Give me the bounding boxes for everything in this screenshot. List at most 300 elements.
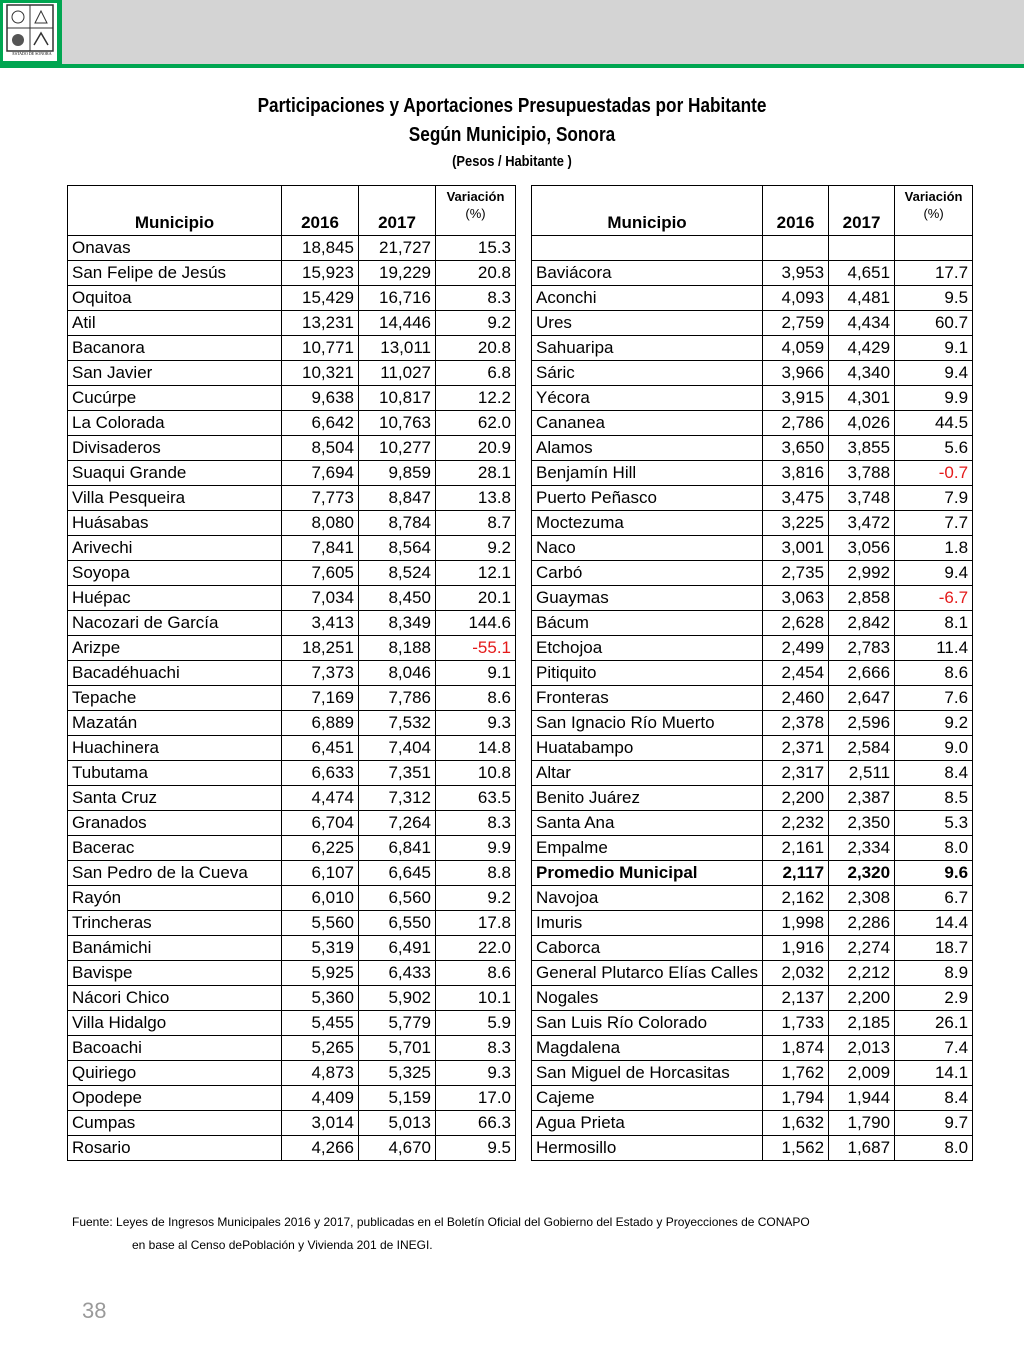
cell-2017: 19,229 <box>359 261 436 286</box>
cell-2017: 8,188 <box>359 636 436 661</box>
cell-variacion: 13.8 <box>436 486 516 511</box>
cell-municipio: Cajeme <box>532 1086 763 1111</box>
cell-2016: 5,360 <box>282 986 359 1011</box>
top-bar <box>0 0 1024 64</box>
cell-variacion: 8.4 <box>895 761 973 786</box>
cell-2016: 3,225 <box>763 511 829 536</box>
cell-municipio: Cananea <box>532 411 763 436</box>
cell-2017: 8,564 <box>359 536 436 561</box>
table-row <box>532 1036 973 1061</box>
cell-2016: 6,704 <box>282 811 359 836</box>
cell-municipio: Bacoachi <box>68 1036 282 1061</box>
cell-municipio: Banámichi <box>68 936 282 961</box>
cell-2016: 13,231 <box>282 311 359 336</box>
cell-2016: 2,735 <box>763 561 829 586</box>
table-row <box>68 361 516 386</box>
cell-2017: 7,351 <box>359 761 436 786</box>
cell-municipio: Santa Cruz <box>68 786 282 811</box>
table-row <box>532 436 973 461</box>
cell-municipio: Navojoa <box>532 886 763 911</box>
table-row <box>68 286 516 311</box>
table-row <box>532 286 973 311</box>
cell-variacion: 8.6 <box>895 661 973 686</box>
units-label: (Pesos / Habitante ) <box>452 153 572 170</box>
cell-variacion: 5.6 <box>895 436 973 461</box>
coat-of-arms-icon <box>3 3 57 61</box>
cell-municipio: Pitiquito <box>532 661 763 686</box>
table-row <box>532 561 973 586</box>
table-row <box>68 261 516 286</box>
cell-municipio: Mazatán <box>68 711 282 736</box>
table-row <box>68 711 516 736</box>
cell-municipio: Soyopa <box>68 561 282 586</box>
cell-2017: 1,687 <box>829 1136 895 1161</box>
table-row <box>532 886 973 911</box>
cell-municipio: Villa Pesqueira <box>68 486 282 511</box>
table-row <box>68 611 516 636</box>
table-row <box>68 661 516 686</box>
cell-variacion: 2.9 <box>895 986 973 1011</box>
cell-municipio: Alamos <box>532 436 763 461</box>
cell-variacion: 7.7 <box>895 511 973 536</box>
cell-municipio: Huásabas <box>68 511 282 536</box>
cell-variacion: 18.7 <box>895 936 973 961</box>
cell-2017: 3,056 <box>829 536 895 561</box>
cell-2016: 7,605 <box>282 561 359 586</box>
cell-variacion: 17.0 <box>436 1086 516 1111</box>
cell-municipio: Granados <box>68 811 282 836</box>
cell-municipio: Opodepe <box>68 1086 282 1111</box>
cell-2016: 3,063 <box>763 586 829 611</box>
cell-variacion: 60.7 <box>895 311 973 336</box>
cell-variacion: 8.0 <box>895 1136 973 1161</box>
cell-2017: 5,325 <box>359 1061 436 1086</box>
table-row <box>68 436 516 461</box>
cell-municipio: San Javier <box>68 361 282 386</box>
cell-2017: 11,027 <box>359 361 436 386</box>
cell-variacion: 9.9 <box>436 836 516 861</box>
cell-municipio: San Felipe de Jesús <box>68 261 282 286</box>
cell-2016: 2,161 <box>763 836 829 861</box>
cell-variacion: 17.7 <box>895 261 973 286</box>
cell-2017: 2,320 <box>829 861 895 886</box>
table-row <box>68 736 516 761</box>
table-row <box>532 736 973 761</box>
table-row <box>68 386 516 411</box>
table-row <box>68 561 516 586</box>
cell-variacion: 8.0 <box>895 836 973 861</box>
cell-2016: 2,117 <box>763 861 829 886</box>
table-row <box>532 1136 973 1161</box>
table-row <box>532 661 973 686</box>
cell-2017: 2,596 <box>829 711 895 736</box>
table-row <box>532 336 973 361</box>
cell-2017 <box>829 236 895 261</box>
cell-municipio: La Colorada <box>68 411 282 436</box>
cell-2017: 2,013 <box>829 1036 895 1061</box>
cell-2017: 4,434 <box>829 311 895 336</box>
cell-2017: 2,308 <box>829 886 895 911</box>
cell-municipio: Agua Prieta <box>532 1111 763 1136</box>
cell-municipio: Hermosillo <box>532 1136 763 1161</box>
table-row <box>532 536 973 561</box>
cell-2016: 6,107 <box>282 861 359 886</box>
cell-2016: 10,321 <box>282 361 359 386</box>
table-row <box>532 411 973 436</box>
cell-variacion: -0.7 <box>895 461 973 486</box>
cell-municipio: Tepache <box>68 686 282 711</box>
cell-municipio: San Pedro de la Cueva <box>68 861 282 886</box>
cell-2017: 3,855 <box>829 436 895 461</box>
cell-variacion: 9.3 <box>436 711 516 736</box>
cell-2017: 10,817 <box>359 386 436 411</box>
cell-2016: 4,059 <box>763 336 829 361</box>
cell-municipio: Fronteras <box>532 686 763 711</box>
table-row <box>68 811 516 836</box>
cell-variacion: 8.8 <box>436 861 516 886</box>
cell-2016: 2,378 <box>763 711 829 736</box>
cell-2016: 6,451 <box>282 736 359 761</box>
cell-2016: 6,642 <box>282 411 359 436</box>
table-row <box>68 461 516 486</box>
cell-municipio: Villa Hidalgo <box>68 1011 282 1036</box>
cell-2016: 5,925 <box>282 961 359 986</box>
cell-municipio: Sahuaripa <box>532 336 763 361</box>
col-variacion-unit: (%) <box>465 206 486 221</box>
cell-municipio: Arizpe <box>68 636 282 661</box>
cell-variacion: 9.0 <box>895 736 973 761</box>
cell-2016: 7,034 <box>282 586 359 611</box>
cell-2017: 7,264 <box>359 811 436 836</box>
table-row <box>68 411 516 436</box>
cell-variacion: 62.0 <box>436 411 516 436</box>
cell-2016: 4,474 <box>282 786 359 811</box>
cell-municipio: Bacerac <box>68 836 282 861</box>
cell-2017: 2,783 <box>829 636 895 661</box>
table-header-row <box>68 186 516 236</box>
cell-variacion: 28.1 <box>436 461 516 486</box>
cell-2017: 5,159 <box>359 1086 436 1111</box>
cell-2017: 6,645 <box>359 861 436 886</box>
cell-municipio: Bacanora <box>68 336 282 361</box>
cell-2016: 3,413 <box>282 611 359 636</box>
cell-2016: 2,317 <box>763 761 829 786</box>
cell-municipio: Divisaderos <box>68 436 282 461</box>
cell-variacion: 9.4 <box>895 561 973 586</box>
cell-municipio: Carbó <box>532 561 763 586</box>
cell-variacion: 9.5 <box>436 1136 516 1161</box>
table-right-body <box>532 236 973 1161</box>
cell-municipio: Nacozari de García <box>68 611 282 636</box>
cell-2016: 10,771 <box>282 336 359 361</box>
cell-2017: 3,788 <box>829 461 895 486</box>
cell-variacion: 63.5 <box>436 786 516 811</box>
cell-variacion: 9.6 <box>895 861 973 886</box>
cell-2017: 6,841 <box>359 836 436 861</box>
cell-2017: 8,847 <box>359 486 436 511</box>
table-row <box>68 761 516 786</box>
cell-2016: 6,225 <box>282 836 359 861</box>
cell-2016: 3,816 <box>763 461 829 486</box>
table-row <box>532 486 973 511</box>
cell-2017: 6,550 <box>359 911 436 936</box>
table-row <box>532 811 973 836</box>
cell-2016: 18,251 <box>282 636 359 661</box>
cell-2017: 7,404 <box>359 736 436 761</box>
col-municipio: Municipio <box>532 186 763 236</box>
table-row <box>68 536 516 561</box>
cell-variacion: 8.3 <box>436 1036 516 1061</box>
cell-2016: 1,874 <box>763 1036 829 1061</box>
cell-2017: 2,212 <box>829 961 895 986</box>
table-row <box>68 861 516 886</box>
cell-2016: 15,429 <box>282 286 359 311</box>
cell-2016: 1,632 <box>763 1111 829 1136</box>
table-row <box>68 636 516 661</box>
cell-2017: 2,858 <box>829 586 895 611</box>
cell-2017: 21,727 <box>359 236 436 261</box>
cell-2017: 5,779 <box>359 1011 436 1036</box>
cell-variacion: 7.6 <box>895 686 973 711</box>
cell-municipio: Etchojoa <box>532 636 763 661</box>
cell-variacion: 8.9 <box>895 961 973 986</box>
table-row <box>68 486 516 511</box>
cell-municipio: Cucúrpe <box>68 386 282 411</box>
cell-variacion: 11.4 <box>895 636 973 661</box>
cell-2017: 1,790 <box>829 1111 895 1136</box>
cell-variacion: 8.7 <box>436 511 516 536</box>
cell-variacion: 144.6 <box>436 611 516 636</box>
cell-2016: 3,915 <box>763 386 829 411</box>
cell-municipio: Oquitoa <box>68 286 282 311</box>
cell-municipio: Baviácora <box>532 261 763 286</box>
cell-municipio: Caborca <box>532 936 763 961</box>
table-row <box>68 986 516 1011</box>
cell-2017: 4,670 <box>359 1136 436 1161</box>
cell-2017: 2,647 <box>829 686 895 711</box>
cell-2016: 5,319 <box>282 936 359 961</box>
cell-2017: 3,748 <box>829 486 895 511</box>
table-row <box>68 1086 516 1111</box>
cell-2016: 4,873 <box>282 1061 359 1086</box>
logo-text: ESTADO DE SONORA <box>12 51 52 56</box>
col-variacion <box>895 186 973 236</box>
cell-2016: 4,409 <box>282 1086 359 1111</box>
cell-variacion: 22.0 <box>436 936 516 961</box>
logo <box>0 0 62 66</box>
cell-municipio: Nácori Chico <box>68 986 282 1011</box>
col-variacion-unit: (%) <box>923 206 944 221</box>
col-2017: 2017 <box>829 186 895 236</box>
page-title: Participaciones y Aportaciones Presupuestadas por Habitante <box>257 95 767 117</box>
cell-2017: 10,277 <box>359 436 436 461</box>
cell-2017: 4,429 <box>829 336 895 361</box>
cell-variacion: 14.4 <box>895 911 973 936</box>
cell-variacion: 8.3 <box>436 286 516 311</box>
cell-municipio: Huatabampo <box>532 736 763 761</box>
cell-2016: 18,845 <box>282 236 359 261</box>
cell-2017: 10,763 <box>359 411 436 436</box>
cell-variacion: 66.3 <box>436 1111 516 1136</box>
cell-municipio: Sáric <box>532 361 763 386</box>
cell-2017: 3,472 <box>829 511 895 536</box>
table-row <box>68 1061 516 1086</box>
cell-2017: 14,446 <box>359 311 436 336</box>
cell-2016: 3,475 <box>763 486 829 511</box>
cell-2016: 2,628 <box>763 611 829 636</box>
table-row <box>532 511 973 536</box>
cell-variacion: 9.7 <box>895 1111 973 1136</box>
cell-2016: 2,786 <box>763 411 829 436</box>
table-row <box>532 711 973 736</box>
cell-municipio <box>532 236 763 261</box>
cell-municipio: General Plutarco Elías Calles <box>532 961 763 986</box>
cell-2016: 2,460 <box>763 686 829 711</box>
table-row <box>532 761 973 786</box>
cell-variacion: 6.8 <box>436 361 516 386</box>
cell-2016: 3,966 <box>763 361 829 386</box>
table-row <box>532 836 973 861</box>
table-row <box>532 586 973 611</box>
cell-municipio: Nogales <box>532 986 763 1011</box>
cell-municipio: Cumpas <box>68 1111 282 1136</box>
cell-2016: 7,373 <box>282 661 359 686</box>
cell-2016: 2,200 <box>763 786 829 811</box>
cell-2016: 1,733 <box>763 1011 829 1036</box>
cell-municipio: Onavas <box>68 236 282 261</box>
cell-variacion: 8.1 <box>895 611 973 636</box>
table-row <box>68 311 516 336</box>
cell-variacion: 26.1 <box>895 1011 973 1036</box>
cell-2016: 7,841 <box>282 536 359 561</box>
cell-2017: 4,651 <box>829 261 895 286</box>
cell-2017: 8,046 <box>359 661 436 686</box>
cell-variacion: 9.2 <box>895 711 973 736</box>
cell-2016: 2,232 <box>763 811 829 836</box>
cell-2016: 1,762 <box>763 1061 829 1086</box>
cell-municipio: Bácum <box>532 611 763 636</box>
cell-2017: 2,511 <box>829 761 895 786</box>
table-row <box>532 911 973 936</box>
col-variacion <box>436 186 516 236</box>
cell-2016: 6,889 <box>282 711 359 736</box>
cell-2016: 5,560 <box>282 911 359 936</box>
col-2016: 2016 <box>282 186 359 236</box>
cell-2017: 2,286 <box>829 911 895 936</box>
cell-municipio: Rayón <box>68 886 282 911</box>
cell-variacion: 8.5 <box>895 786 973 811</box>
cell-variacion: 12.2 <box>436 386 516 411</box>
cell-variacion: 14.8 <box>436 736 516 761</box>
cell-2016: 8,504 <box>282 436 359 461</box>
cell-2017: 4,481 <box>829 286 895 311</box>
cell-2017: 6,433 <box>359 961 436 986</box>
cell-2016: 4,093 <box>763 286 829 311</box>
cell-municipio: San Ignacio Río Muerto <box>532 711 763 736</box>
cell-2017: 9,859 <box>359 461 436 486</box>
cell-variacion: 10.1 <box>436 986 516 1011</box>
table-row <box>532 786 973 811</box>
table-row <box>532 1061 973 1086</box>
cell-variacion: 9.2 <box>436 536 516 561</box>
cell-variacion: 9.5 <box>895 286 973 311</box>
table-row <box>532 1111 973 1136</box>
table-header-row <box>532 186 973 236</box>
cell-variacion: 15.3 <box>436 236 516 261</box>
cell-municipio: Quiriego <box>68 1061 282 1086</box>
table-row <box>532 686 973 711</box>
cell-2017: 7,532 <box>359 711 436 736</box>
table-row <box>532 636 973 661</box>
cell-2016: 2,759 <box>763 311 829 336</box>
cell-variacion: 6.7 <box>895 886 973 911</box>
table-row <box>68 336 516 361</box>
table-row <box>68 1011 516 1036</box>
cell-variacion: 10.8 <box>436 761 516 786</box>
table-row <box>532 386 973 411</box>
cell-2017: 5,013 <box>359 1111 436 1136</box>
cell-2017: 1,944 <box>829 1086 895 1111</box>
table-row <box>68 911 516 936</box>
cell-2017: 8,450 <box>359 586 436 611</box>
cell-municipio: Suaqui Grande <box>68 461 282 486</box>
cell-variacion: 8.3 <box>436 811 516 836</box>
cell-2017: 2,274 <box>829 936 895 961</box>
cell-municipio: Santa Ana <box>532 811 763 836</box>
cell-variacion: 9.1 <box>895 336 973 361</box>
table-row <box>68 961 516 986</box>
table-left-body <box>68 236 516 1161</box>
cell-2016: 3,953 <box>763 261 829 286</box>
table-row <box>68 1036 516 1061</box>
cell-municipio: Aconchi <box>532 286 763 311</box>
cell-municipio: Bacadéhuachi <box>68 661 282 686</box>
cell-2017: 2,185 <box>829 1011 895 1036</box>
cell-2017: 7,786 <box>359 686 436 711</box>
top-bar-accent-line <box>0 64 1024 68</box>
cell-municipio: Benjamín Hill <box>532 461 763 486</box>
cell-2017: 5,701 <box>359 1036 436 1061</box>
cell-variacion: 8.6 <box>436 961 516 986</box>
table-row <box>68 686 516 711</box>
cell-municipio: Ures <box>532 311 763 336</box>
cell-2016: 5,265 <box>282 1036 359 1061</box>
table-right <box>531 185 973 1161</box>
cell-municipio: Promedio Municipal <box>532 861 763 886</box>
cell-2017: 5,902 <box>359 986 436 1011</box>
cell-municipio: Imuris <box>532 911 763 936</box>
cell-municipio: Atil <box>68 311 282 336</box>
cell-2017: 2,666 <box>829 661 895 686</box>
cell-2016: 8,080 <box>282 511 359 536</box>
cell-2017: 2,200 <box>829 986 895 1011</box>
cell-variacion: 17.8 <box>436 911 516 936</box>
cell-municipio: Naco <box>532 536 763 561</box>
cell-variacion: 8.6 <box>436 686 516 711</box>
cell-variacion: 7.9 <box>895 486 973 511</box>
table-row <box>532 261 973 286</box>
table-row <box>68 586 516 611</box>
cell-2016: 1,998 <box>763 911 829 936</box>
cell-2016: 1,916 <box>763 936 829 961</box>
cell-variacion: 5.9 <box>436 1011 516 1036</box>
cell-variacion: 14.1 <box>895 1061 973 1086</box>
cell-municipio: Huachinera <box>68 736 282 761</box>
table-row <box>68 936 516 961</box>
cell-2016: 2,162 <box>763 886 829 911</box>
cell-2017: 8,349 <box>359 611 436 636</box>
cell-2017: 4,026 <box>829 411 895 436</box>
